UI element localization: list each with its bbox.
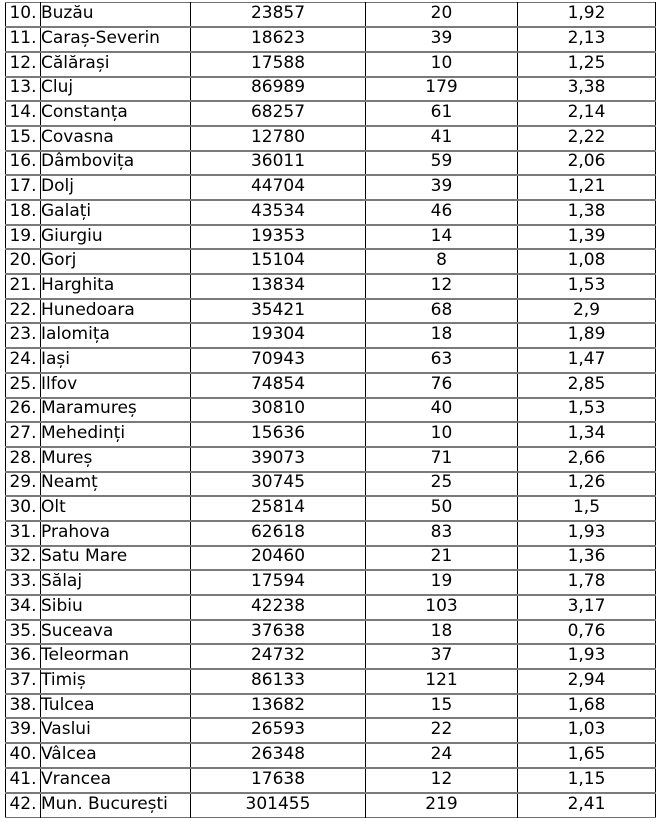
- cases-cell: 121: [366, 669, 518, 694]
- county-name-cell: Constanța: [41, 101, 191, 126]
- cases-cell: 68: [366, 299, 518, 324]
- cases-cell: 21: [366, 546, 518, 571]
- cases-cell: 40: [366, 398, 518, 423]
- cases-cell: 22: [366, 718, 518, 743]
- table-row: [6, 793, 656, 818]
- rate-cell: 1,5: [518, 496, 656, 521]
- rate-cell: 3,17: [518, 595, 656, 620]
- table-row: [6, 472, 656, 497]
- rate-cell: 1,08: [518, 249, 656, 274]
- population-cell: 39073: [191, 447, 366, 472]
- row-index-cell: 11.: [6, 27, 41, 52]
- county-name-cell: Neamț: [41, 472, 191, 497]
- table-row: [6, 101, 656, 126]
- population-cell: 30810: [191, 398, 366, 423]
- population-cell: 26348: [191, 743, 366, 768]
- row-index-cell: 34.: [6, 595, 41, 620]
- county-name-cell: Ialomița: [41, 323, 191, 348]
- rate-cell: 1,92: [518, 3, 656, 28]
- cases-cell: 24: [366, 743, 518, 768]
- population-cell: 37638: [191, 620, 366, 645]
- rate-cell: 1,65: [518, 743, 656, 768]
- table-row: [6, 496, 656, 521]
- table-row: [6, 422, 656, 447]
- rate-cell: 1,36: [518, 546, 656, 571]
- table-row: [6, 570, 656, 595]
- population-cell: 62618: [191, 521, 366, 546]
- population-cell: 17588: [191, 52, 366, 77]
- population-cell: 12780: [191, 126, 366, 151]
- cases-cell: 19: [366, 570, 518, 595]
- rate-cell: 3,38: [518, 77, 656, 102]
- population-cell: 13682: [191, 694, 366, 719]
- county-name-cell: Cluj: [41, 77, 191, 102]
- population-cell: 74854: [191, 373, 366, 398]
- row-index-cell: 24.: [6, 348, 41, 373]
- row-index-cell: 15.: [6, 126, 41, 151]
- population-cell: 68257: [191, 101, 366, 126]
- row-index-cell: 28.: [6, 447, 41, 472]
- rate-cell: 1,78: [518, 570, 656, 595]
- population-cell: 36011: [191, 151, 366, 176]
- row-index-cell: 31.: [6, 521, 41, 546]
- rate-cell: 1,53: [518, 398, 656, 423]
- county-name-cell: Giurgiu: [41, 225, 191, 250]
- row-index-cell: 22.: [6, 299, 41, 324]
- cases-cell: 20: [366, 3, 518, 28]
- county-name-cell: Olt: [41, 496, 191, 521]
- population-cell: 19353: [191, 225, 366, 250]
- county-name-cell: Galați: [41, 200, 191, 225]
- table-row: [6, 52, 656, 77]
- cases-cell: 71: [366, 447, 518, 472]
- rate-cell: 1,53: [518, 274, 656, 299]
- population-cell: 42238: [191, 595, 366, 620]
- cases-cell: 37: [366, 644, 518, 669]
- table-row: [6, 768, 656, 793]
- table-row: [6, 718, 656, 743]
- cases-cell: 18: [366, 323, 518, 348]
- rate-cell: 2,9: [518, 299, 656, 324]
- table-row: [6, 694, 656, 719]
- population-cell: 301455: [191, 793, 366, 818]
- row-index-cell: 10.: [6, 3, 41, 28]
- population-cell: 17638: [191, 768, 366, 793]
- counties-table: [5, 2, 656, 818]
- rate-cell: 1,34: [518, 422, 656, 447]
- cases-cell: 219: [366, 793, 518, 818]
- row-index-cell: 26.: [6, 398, 41, 423]
- table-row: [6, 348, 656, 373]
- row-index-cell: 32.: [6, 546, 41, 571]
- population-cell: 35421: [191, 299, 366, 324]
- county-name-cell: Gorj: [41, 249, 191, 274]
- row-index-cell: 27.: [6, 422, 41, 447]
- row-index-cell: 16.: [6, 151, 41, 176]
- table-row: [6, 323, 656, 348]
- row-index-cell: 12.: [6, 52, 41, 77]
- cases-cell: 179: [366, 77, 518, 102]
- cases-cell: 59: [366, 151, 518, 176]
- population-cell: 18623: [191, 27, 366, 52]
- cases-cell: 103: [366, 595, 518, 620]
- population-cell: 86133: [191, 669, 366, 694]
- rate-cell: 2,13: [518, 27, 656, 52]
- row-index-cell: 21.: [6, 274, 41, 299]
- rate-cell: 1,68: [518, 694, 656, 719]
- table-row: [6, 225, 656, 250]
- county-name-cell: Mun. București: [41, 793, 191, 818]
- rate-cell: 2,22: [518, 126, 656, 151]
- county-name-cell: Prahova: [41, 521, 191, 546]
- county-name-cell: Buzău: [41, 3, 191, 28]
- rate-cell: 2,85: [518, 373, 656, 398]
- cases-cell: 8: [366, 249, 518, 274]
- row-index-cell: 20.: [6, 249, 41, 274]
- row-index-cell: 38.: [6, 694, 41, 719]
- rate-cell: 2,94: [518, 669, 656, 694]
- table-row: [6, 373, 656, 398]
- data-table-container: [5, 2, 655, 818]
- rate-cell: 2,41: [567, 793, 606, 814]
- population-cell: 26593: [191, 718, 366, 743]
- row-index-cell: 19.: [6, 225, 41, 250]
- cases-cell: 39: [366, 175, 518, 200]
- county-name-cell: Covasna: [41, 126, 191, 151]
- county-name-cell: Caraș-Severin: [41, 27, 191, 52]
- table-row: [6, 151, 656, 176]
- row-index-cell: 39.: [6, 718, 41, 743]
- table-row: [6, 398, 656, 423]
- row-index-cell: 40.: [6, 743, 41, 768]
- county-name-cell: Teleorman: [41, 644, 191, 669]
- cases-cell: 50: [366, 496, 518, 521]
- table-row: [6, 27, 656, 52]
- table-row: [6, 200, 656, 225]
- county-name-cell: Sibiu: [41, 595, 191, 620]
- rate-cell: 1,25: [518, 52, 656, 77]
- table-row: [6, 175, 656, 200]
- row-index-cell: 29.: [6, 472, 41, 497]
- county-name-cell: Dâmbovița: [41, 151, 191, 176]
- rate-cell: 1,15: [518, 768, 656, 793]
- population-cell: 25814: [191, 496, 366, 521]
- table-row: [6, 299, 656, 324]
- population-cell: 15636: [191, 422, 366, 447]
- cases-cell: 61: [366, 101, 518, 126]
- county-name-cell: Maramureș: [41, 398, 191, 423]
- county-name-cell: Mureș: [41, 447, 191, 472]
- row-index-cell: 14.: [6, 101, 41, 126]
- row-index-cell: 33.: [6, 570, 41, 595]
- county-name-cell: Harghita: [41, 274, 191, 299]
- county-name-cell: Mehedinți: [41, 422, 191, 447]
- table-row: [6, 669, 656, 694]
- county-name-cell: Iași: [41, 348, 191, 373]
- table-row: [6, 546, 656, 571]
- county-name-cell: Satu Mare: [41, 546, 191, 571]
- table-row: [6, 644, 656, 669]
- population-cell: 23857: [191, 3, 366, 28]
- county-name-cell: Dolj: [41, 175, 191, 200]
- county-name-cell: Călărași: [41, 52, 191, 77]
- population-cell: 15104: [191, 249, 366, 274]
- county-name-cell: Ilfov: [41, 373, 191, 398]
- rate-cell: 1,26: [518, 472, 656, 497]
- cases-cell: 10: [366, 52, 518, 77]
- rate-cell: 2,66: [518, 447, 656, 472]
- rate-cell: 1,47: [518, 348, 656, 373]
- cases-cell: 46: [366, 200, 518, 225]
- rate-cell: 2,14: [518, 101, 656, 126]
- county-name-cell: Vaslui: [41, 718, 191, 743]
- row-index-cell: 36.: [6, 644, 41, 669]
- cases-cell: 41: [366, 126, 518, 151]
- table-row: [6, 249, 656, 274]
- row-index-cell: 37.: [6, 669, 41, 694]
- table-row: [6, 126, 656, 151]
- county-name-cell: Suceava: [41, 620, 191, 645]
- population-cell: 43534: [191, 200, 366, 225]
- population-cell: 44704: [191, 175, 366, 200]
- row-index-cell: 35.: [6, 620, 41, 645]
- row-index-cell: 23.: [6, 323, 41, 348]
- cases-cell: 39: [366, 27, 518, 52]
- county-name-cell: Timiș: [41, 669, 191, 694]
- cases-cell: 18: [366, 620, 518, 645]
- population-cell: 86989: [191, 77, 366, 102]
- cases-cell: 15: [366, 694, 518, 719]
- cases-cell: 63: [366, 348, 518, 373]
- table-row: [6, 743, 656, 768]
- row-index-cell: 13.: [6, 77, 41, 102]
- population-cell: 24732: [191, 644, 366, 669]
- rate-cell: 1,89: [518, 323, 656, 348]
- table-row: [6, 447, 656, 472]
- population-cell: 13834: [191, 274, 366, 299]
- county-name-cell: Tulcea: [41, 694, 191, 719]
- rate-cell: 2,06: [518, 151, 656, 176]
- cases-cell: 10: [366, 422, 518, 447]
- row-index-cell: 41.: [6, 768, 41, 793]
- row-index-cell: 30.: [6, 496, 41, 521]
- cases-cell: 12: [366, 768, 518, 793]
- rate-cell: 1,93: [518, 644, 656, 669]
- population-cell: 20460: [191, 546, 366, 571]
- row-index-cell: 18.: [6, 200, 41, 225]
- cases-cell: 83: [366, 521, 518, 546]
- county-name-cell: Sălaj: [41, 570, 191, 595]
- row-index-cell: 25.: [6, 373, 41, 398]
- row-index-cell: 42.: [6, 793, 41, 818]
- rate-cell: 1,93: [518, 521, 656, 546]
- table-row: [6, 3, 656, 28]
- cases-cell: 12: [366, 274, 518, 299]
- rate-cell: 1,39: [518, 225, 656, 250]
- table-body: [6, 3, 656, 818]
- population-cell: 70943: [191, 348, 366, 373]
- cases-cell: 76: [366, 373, 518, 398]
- rate-cell: 1,38: [518, 200, 656, 225]
- table-row: [6, 595, 656, 620]
- table-row: [6, 620, 656, 645]
- rate-cell: 1,21: [518, 175, 656, 200]
- row-index-cell: 17.: [6, 175, 41, 200]
- population-cell: 17594: [191, 570, 366, 595]
- population-cell: 19304: [191, 323, 366, 348]
- rate-cell: 1,03: [518, 718, 656, 743]
- table-row: [6, 274, 656, 299]
- table-row: [6, 77, 656, 102]
- county-name-cell: Vrancea: [41, 768, 191, 793]
- population-cell: 30745: [191, 472, 366, 497]
- county-name-cell: Vâlcea: [41, 743, 191, 768]
- county-name-cell: Hunedoara: [41, 299, 191, 324]
- rate-cell: 0,76: [518, 620, 656, 645]
- cases-cell: 14: [366, 225, 518, 250]
- table-row: [6, 521, 656, 546]
- cases-cell: 25: [366, 472, 518, 497]
